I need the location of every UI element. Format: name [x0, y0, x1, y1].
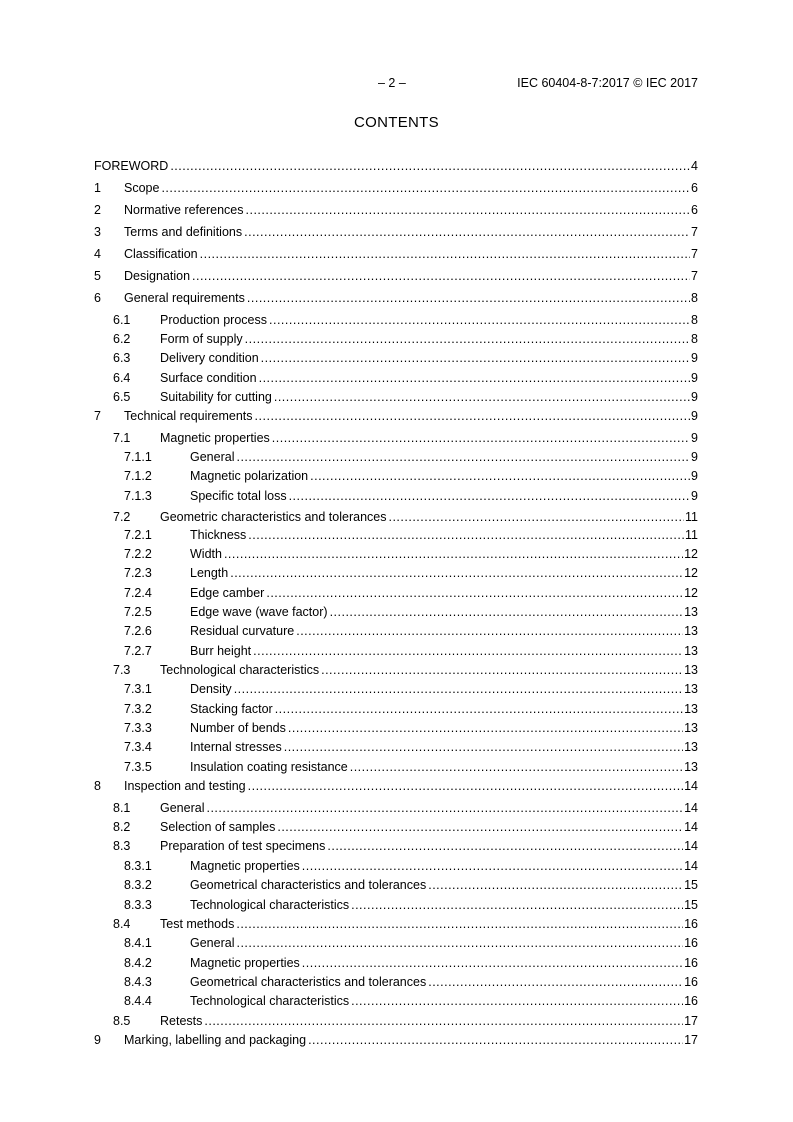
- toc-entry-number: 7.2.4: [124, 586, 152, 600]
- toc-entry[interactable]: [94, 1032, 698, 1049]
- toc-entry[interactable]: [94, 720, 698, 737]
- dot-leader: [236, 935, 683, 952]
- toc-entry-page: 13: [684, 740, 698, 754]
- dot-leader: [230, 565, 683, 582]
- toc-entry-label: Length: [190, 566, 229, 580]
- toc-entry-label: Number of bends: [190, 721, 286, 735]
- toc-entry[interactable]: [94, 955, 698, 972]
- dot-leader: [275, 701, 683, 718]
- toc-entry-label: General: [190, 936, 235, 950]
- toc-entry-number: 6.5: [113, 390, 131, 404]
- toc-entry[interactable]: [94, 858, 698, 875]
- toc-entry-number: 8.3: [113, 839, 131, 853]
- toc-entry-label: Burr height: [190, 644, 252, 658]
- toc-entry-page: 7: [691, 269, 698, 283]
- toc-entry[interactable]: [94, 509, 698, 526]
- toc-entry-page: 13: [684, 624, 698, 638]
- dot-leader: [246, 202, 691, 219]
- dot-leader: [245, 331, 690, 348]
- dot-leader: [269, 312, 690, 329]
- toc-entry-page: 16: [684, 975, 698, 989]
- toc-entry-label: General: [190, 450, 235, 464]
- toc-entry-number: 7.2.7: [124, 644, 152, 658]
- toc-entry[interactable]: [94, 408, 698, 425]
- toc-entry-number: 7.1.3: [124, 489, 152, 503]
- toc-entry-page: 14: [684, 779, 698, 793]
- toc-entry-page: 13: [684, 721, 698, 735]
- toc-entry[interactable]: [94, 202, 698, 219]
- toc-entry-number: 7.2.1: [124, 528, 152, 542]
- toc-entry-label: Technological characteristics: [190, 994, 350, 1008]
- toc-entry-number: 7.3.2: [124, 702, 152, 716]
- toc-entry-label: Production process: [160, 313, 268, 327]
- toc-entry-label: Geometric characteristics and tolerances: [160, 510, 387, 524]
- dot-leader: [261, 350, 690, 367]
- toc-entry[interactable]: [94, 585, 698, 602]
- toc-entry-label: Magnetic properties: [190, 956, 300, 970]
- toc-entry-page: 14: [684, 839, 698, 853]
- dot-leader: [244, 224, 690, 241]
- dot-leader: [302, 955, 683, 972]
- toc-entry[interactable]: [94, 993, 698, 1010]
- page-title: CONTENTS: [354, 114, 439, 131]
- toc-entry-page: 16: [684, 994, 698, 1008]
- dot-leader: [288, 720, 683, 737]
- toc-entry-label: Inspection and testing: [124, 779, 246, 793]
- toc-entry-number: 6.4: [113, 371, 131, 385]
- dot-leader: [351, 993, 683, 1010]
- toc-entry-page: 13: [684, 760, 698, 774]
- dot-leader: [255, 408, 691, 425]
- toc-entry-page: 9: [691, 409, 698, 423]
- toc-entry[interactable]: [94, 389, 698, 406]
- toc-entry-label: Magnetic properties: [160, 431, 270, 445]
- toc-entry-label: Technological characteristics: [160, 663, 320, 677]
- toc-entry-page: 9: [691, 450, 698, 464]
- toc-entry[interactable]: [94, 488, 698, 505]
- toc-entry-page: 9: [691, 489, 698, 503]
- toc-entry-number: 7.2.6: [124, 624, 152, 638]
- dot-leader: [200, 246, 690, 263]
- toc-entry-label: Test methods: [160, 917, 235, 931]
- dot-leader: [247, 290, 690, 307]
- toc-entry-number: 8.3.3: [124, 898, 152, 912]
- toc-entry-label: Width: [190, 547, 222, 561]
- toc-entry[interactable]: [94, 449, 698, 466]
- toc-entry[interactable]: [94, 739, 698, 756]
- page-number: – 2 –: [378, 76, 406, 90]
- toc-entry-label: Insulation coating resistance: [190, 760, 348, 774]
- toc-entry-page: 15: [684, 878, 698, 892]
- toc-entry-label: Suitability for cutting: [160, 390, 272, 404]
- dot-leader: [259, 370, 690, 387]
- toc-entry[interactable]: [94, 877, 698, 894]
- toc-entry-number: 7.1.2: [124, 469, 152, 483]
- toc-entry-label: General requirements: [124, 291, 245, 305]
- toc-entry-label: Classification: [124, 247, 198, 261]
- toc-entry-page: 6: [691, 181, 698, 195]
- toc-entry[interactable]: [94, 468, 698, 485]
- toc-entry-page: 12: [684, 586, 698, 600]
- toc-entry-number: 8.3.2: [124, 878, 152, 892]
- toc-entry-number: 7.3.5: [124, 760, 152, 774]
- dot-leader: [308, 1032, 683, 1049]
- toc-entry-page: 13: [684, 663, 698, 677]
- toc-entry-number: 6.2: [113, 332, 131, 346]
- toc-entry-page: 13: [684, 644, 698, 658]
- toc-entry-page: 17: [684, 1033, 698, 1047]
- toc-entry-number: 9: [94, 1033, 101, 1047]
- dot-leader: [224, 546, 683, 563]
- toc-entry-number: 8.2: [113, 820, 131, 834]
- toc-entry-number: 1: [94, 181, 101, 195]
- toc-entry[interactable]: [94, 643, 698, 660]
- toc-entry-page: 9: [691, 469, 698, 483]
- toc-entry-number: 8.5: [113, 1014, 131, 1028]
- toc-entry[interactable]: [94, 604, 698, 621]
- toc-entry-label: Retests: [160, 1014, 203, 1028]
- dot-leader: [204, 1013, 683, 1030]
- toc-entry[interactable]: [94, 916, 698, 933]
- toc-entry[interactable]: [94, 224, 698, 241]
- toc-entry-number: 7.1.1: [124, 450, 152, 464]
- dot-leader: [428, 974, 683, 991]
- toc-entry[interactable]: [94, 350, 698, 367]
- toc-entry-page: 13: [684, 702, 698, 716]
- toc-entry-label: Magnetic properties: [190, 859, 300, 873]
- toc-entry-page: 14: [684, 859, 698, 873]
- toc-entry[interactable]: [94, 662, 698, 679]
- toc-entry[interactable]: [94, 527, 698, 544]
- toc-entry-number: 3: [94, 225, 101, 239]
- toc-entry-label: Technological characteristics: [190, 898, 350, 912]
- dot-leader: [289, 488, 690, 505]
- toc-entry-page: 7: [691, 225, 698, 239]
- toc-entry-page: 17: [684, 1014, 698, 1028]
- toc-entry-number: 8.4: [113, 917, 131, 931]
- toc-entry-number: 8.1: [113, 801, 131, 815]
- toc-entry[interactable]: [94, 681, 698, 698]
- toc-entry-number: 4: [94, 247, 101, 261]
- toc-entry-page: 8: [691, 291, 698, 305]
- toc-entry-label: FOREWORD: [94, 159, 169, 173]
- toc-entry-page: 16: [684, 936, 698, 950]
- dot-leader: [266, 585, 683, 602]
- toc-entry-number: 8.3.1: [124, 859, 152, 873]
- toc-entry[interactable]: [94, 246, 698, 263]
- toc-entry-page: 14: [684, 820, 698, 834]
- toc-entry[interactable]: [94, 623, 698, 640]
- toc-entry-label: Terms and definitions: [124, 225, 243, 239]
- toc-entry-label: Magnetic polarization: [190, 469, 309, 483]
- dot-leader: [248, 527, 684, 544]
- toc-entry-label: Residual curvature: [190, 624, 295, 638]
- toc-entry[interactable]: [94, 180, 698, 197]
- toc-entry-number: 8.4.3: [124, 975, 152, 989]
- toc-entry[interactable]: [94, 546, 698, 563]
- toc-entry[interactable]: [94, 312, 698, 329]
- toc-entry[interactable]: [94, 974, 698, 991]
- toc-entry-page: 9: [691, 431, 698, 445]
- toc-entry-label: Internal stresses: [190, 740, 282, 754]
- dot-leader: [234, 681, 683, 698]
- toc-entry-label: Delivery condition: [160, 351, 259, 365]
- toc-entry-number: 7.3.1: [124, 682, 152, 696]
- dot-leader: [350, 759, 683, 776]
- toc-entry-label: Marking, labelling and packaging: [124, 1033, 307, 1047]
- toc-entry-number: 5: [94, 269, 101, 283]
- dot-leader: [310, 468, 690, 485]
- toc-entry[interactable]: [94, 565, 698, 582]
- toc-entry-number: 7.3: [113, 663, 131, 677]
- toc-entry-number: 2: [94, 203, 101, 217]
- toc-entry-page: 8: [691, 313, 698, 327]
- dot-leader: [274, 389, 690, 406]
- toc-entry-page: 13: [684, 605, 698, 619]
- dot-leader: [170, 158, 690, 175]
- toc-entry-number: 7: [94, 409, 101, 423]
- toc-entry-page: 16: [684, 956, 698, 970]
- toc-entry-label: Stacking factor: [190, 702, 273, 716]
- toc-entry-page: 7: [691, 247, 698, 261]
- toc-entry-number: 6: [94, 291, 101, 305]
- dot-leader: [236, 916, 683, 933]
- toc-entry[interactable]: [94, 819, 698, 836]
- dot-leader: [351, 897, 683, 914]
- dot-leader: [428, 877, 683, 894]
- toc-entry-page: 12: [684, 566, 698, 580]
- document-reference: IEC 60404-8-7:2017 © IEC 2017: [517, 76, 698, 90]
- toc-entry-label: Designation: [124, 269, 191, 283]
- dot-leader: [302, 858, 683, 875]
- toc-entry[interactable]: [94, 701, 698, 718]
- toc-entry[interactable]: [94, 370, 698, 387]
- toc-entry-page: 15: [684, 898, 698, 912]
- toc-entry-page: 4: [691, 159, 698, 173]
- toc-entry[interactable]: [94, 800, 698, 817]
- toc-entry[interactable]: [94, 778, 698, 795]
- toc-entry-label: Thickness: [190, 528, 247, 542]
- dot-leader: [253, 643, 683, 660]
- toc-entry[interactable]: [94, 1013, 698, 1030]
- dot-leader: [236, 449, 690, 466]
- toc-entry-page: 6: [691, 203, 698, 217]
- toc-entry[interactable]: [94, 268, 698, 285]
- dot-leader: [206, 800, 683, 817]
- toc-entry-label: Geometrical characteristics and tolerances: [190, 975, 427, 989]
- toc-entry-page: 9: [691, 351, 698, 365]
- dot-leader: [327, 838, 683, 855]
- toc-entry-label: General: [160, 801, 205, 815]
- toc-entry-label: Surface condition: [160, 371, 257, 385]
- toc-entry-page: 13: [684, 682, 698, 696]
- toc-entry-page: 12: [684, 547, 698, 561]
- toc-entry-number: 7.2.5: [124, 605, 152, 619]
- dot-leader: [388, 509, 684, 526]
- toc-entry-number: 7.2.2: [124, 547, 152, 561]
- toc-entry-page: 11: [685, 510, 698, 524]
- toc-entry-label: Preparation of test specimens: [160, 839, 326, 853]
- toc-entry-page: 9: [691, 371, 698, 385]
- toc-entry-label: Edge camber: [190, 586, 265, 600]
- toc-entry-number: 8.4.2: [124, 956, 152, 970]
- toc-entry-number: 7.3.3: [124, 721, 152, 735]
- dot-leader: [272, 430, 690, 447]
- toc-entry[interactable]: [94, 897, 698, 914]
- toc-entry[interactable]: [94, 331, 698, 348]
- toc-entry-number: 8.4.4: [124, 994, 152, 1008]
- dot-leader: [284, 739, 683, 756]
- toc-entry[interactable]: [94, 935, 698, 952]
- toc-entry-label: Geometrical characteristics and tolerances: [190, 878, 427, 892]
- toc-entry-label: Specific total loss: [190, 489, 287, 503]
- toc-entry-page: 9: [691, 390, 698, 404]
- dot-leader: [330, 604, 684, 621]
- toc-entry-label: Scope: [124, 181, 160, 195]
- toc-entry[interactable]: [94, 290, 698, 307]
- toc-entry-label: Density: [190, 682, 232, 696]
- toc-entry-label: Normative references: [124, 203, 244, 217]
- toc-entry-page: 11: [685, 528, 698, 542]
- dot-leader: [161, 180, 690, 197]
- toc-entry-number: 7.2.3: [124, 566, 152, 580]
- toc-entry-label: Selection of samples: [160, 820, 276, 834]
- toc-entry-number: 8: [94, 779, 101, 793]
- toc-entry-label: Technical requirements: [124, 409, 253, 423]
- toc-entry-number: 7.2: [113, 510, 131, 524]
- toc-entry-page: 14: [684, 801, 698, 815]
- dot-leader: [277, 819, 683, 836]
- toc-entry-label: Edge wave (wave factor): [190, 605, 328, 619]
- toc-entry-number: 7.3.4: [124, 740, 152, 754]
- dot-leader: [248, 778, 683, 795]
- toc-entry[interactable]: [94, 759, 698, 776]
- toc-entry-label: Form of supply: [160, 332, 243, 346]
- dot-leader: [321, 662, 683, 679]
- dot-leader: [296, 623, 683, 640]
- toc-entry-number: 8.4.1: [124, 936, 152, 950]
- toc-entry[interactable]: [94, 838, 698, 855]
- toc-entry-number: 6.1: [113, 313, 131, 327]
- toc-entry-number: 6.3: [113, 351, 131, 365]
- toc-entry[interactable]: [94, 430, 698, 447]
- toc-entry-number: 7.1: [113, 431, 131, 445]
- toc-entry-page: 16: [684, 917, 698, 931]
- toc-entry[interactable]: [94, 158, 698, 175]
- dot-leader: [192, 268, 690, 285]
- toc-entry-page: 8: [691, 332, 698, 346]
